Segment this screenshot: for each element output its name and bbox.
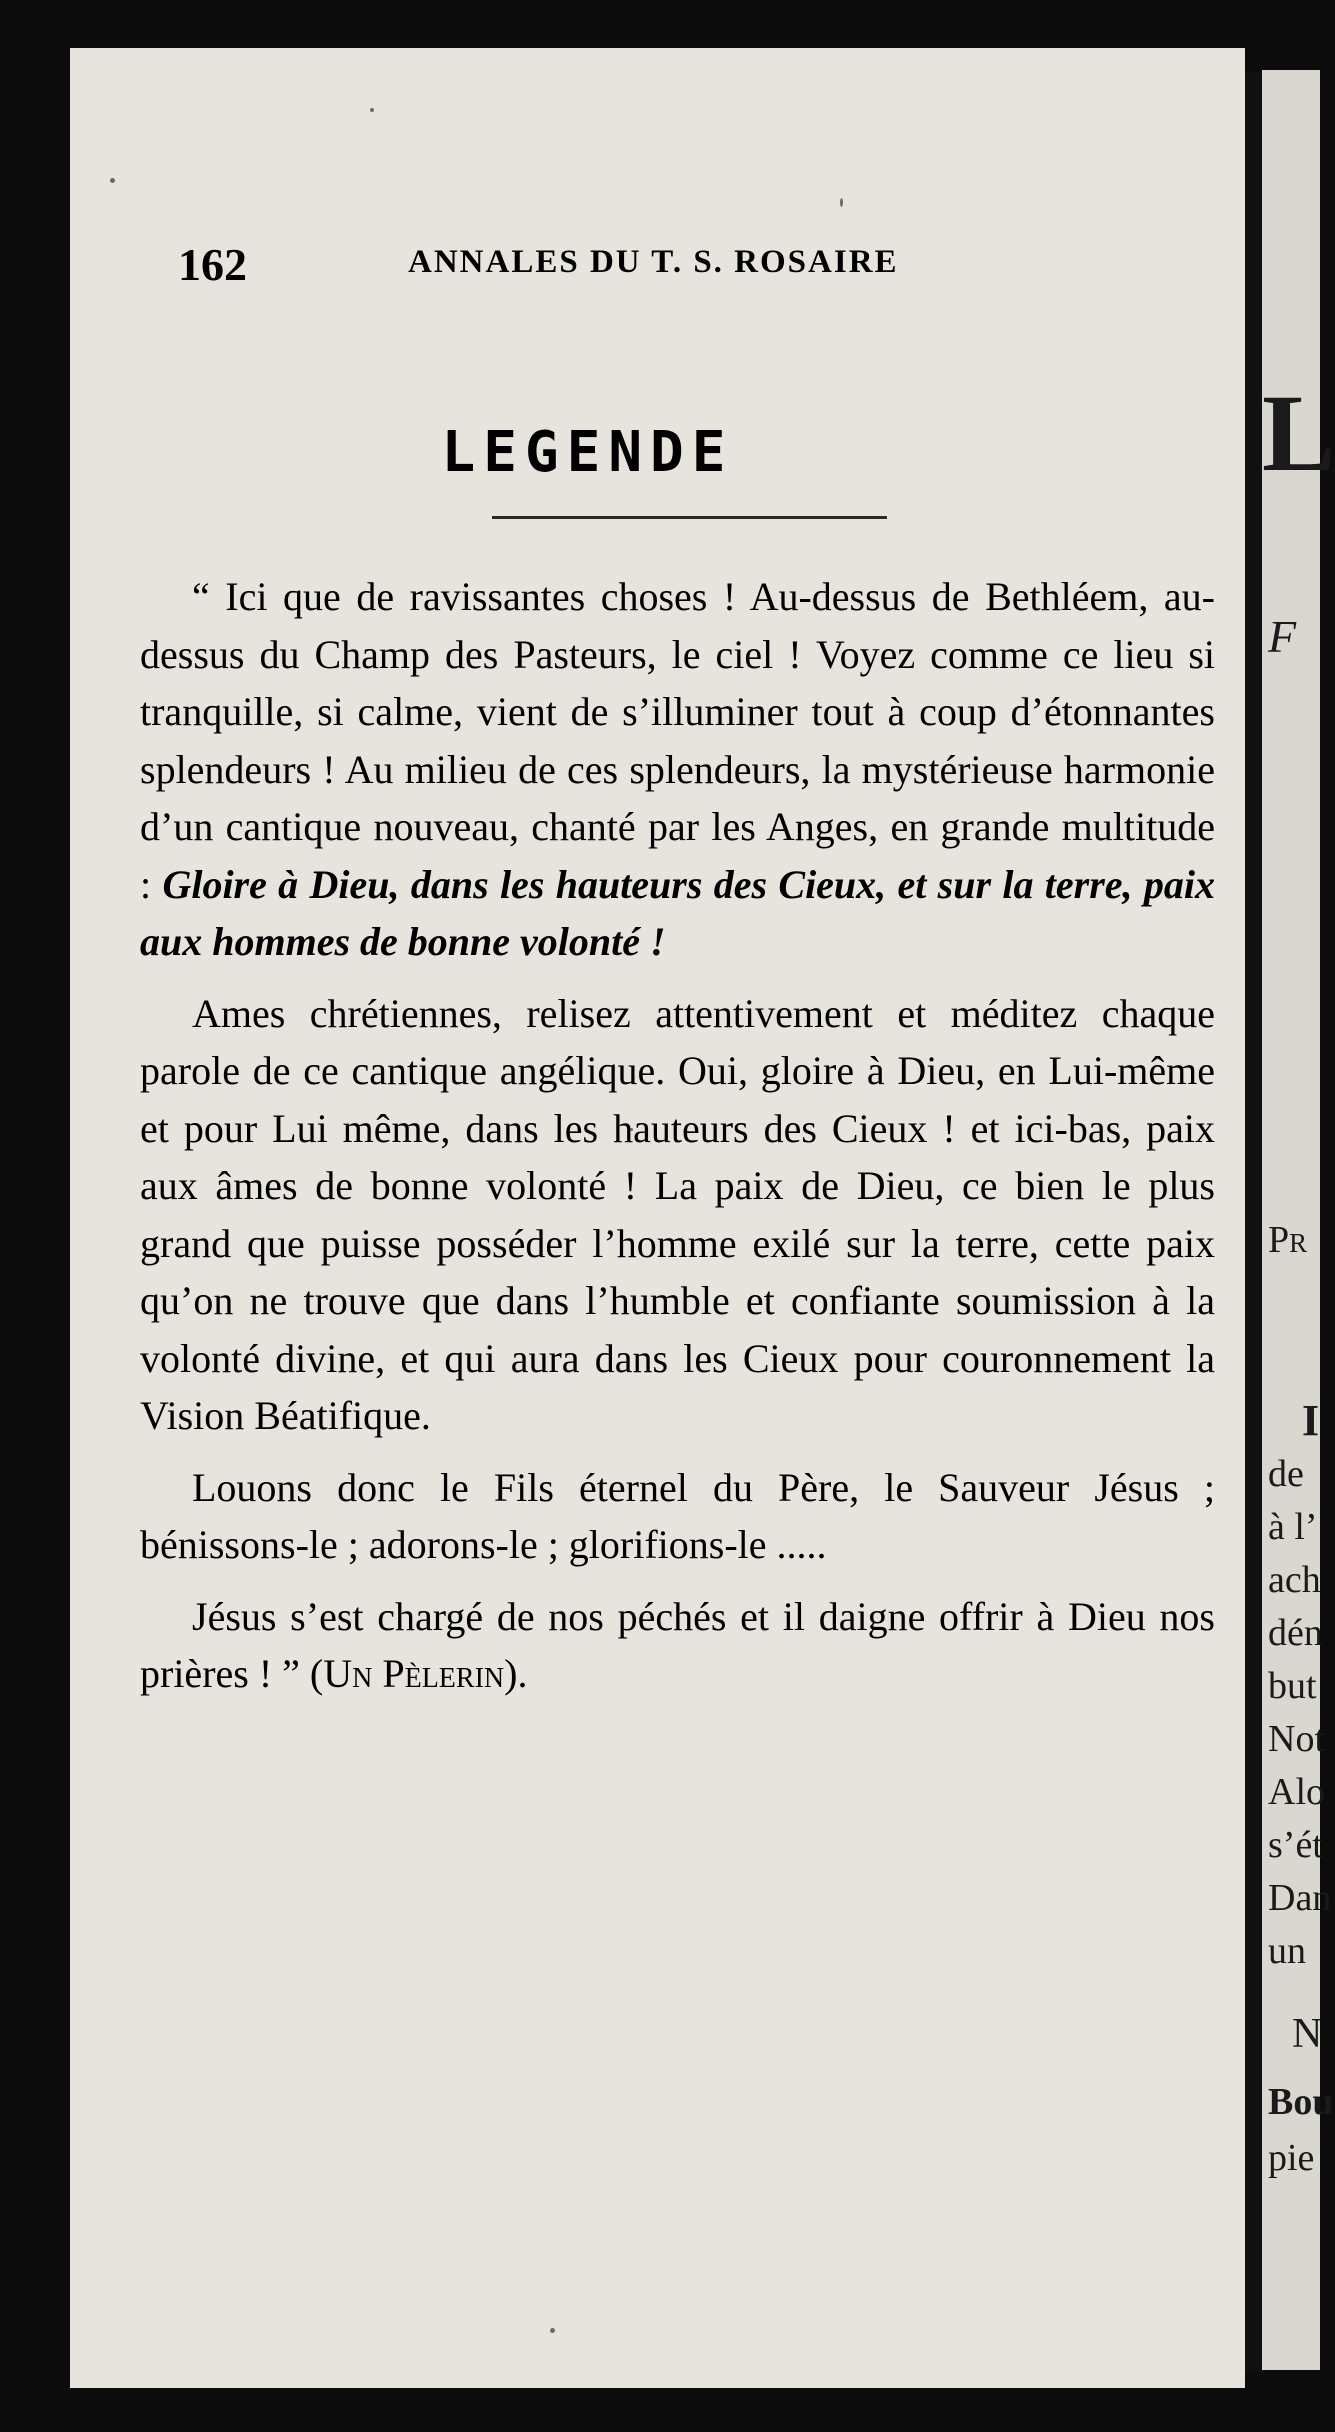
paragraph-3: Louons donc le Fils éternel du Père, le Sauveur Jésus ; bénissons-le ; adorons-le ; glorifions-le ..... (140, 1464, 1215, 1567)
article-title: LEGENDE (441, 420, 734, 485)
adjacent-fragment: but (1268, 1665, 1317, 1707)
paragraph-1 (140, 568, 1215, 971)
paragraph-1-text: “ Ici que de ravissantes choses ! Au-dessus de Bethléem, au-dessus du Champ des Pasteurs, le ciel ! Voyez comme ce lieu si tranquille, si calme, vient de s’illuminer tout à coup d’étonnantes splendeurs ! Au milieu de ces splendeurs, la mystérieuse harmonie d’un cantique nouveau, chanté par les Anges, en grande multitude : (140, 574, 1215, 907)
adjacent-page-edge (1262, 70, 1335, 2370)
page-header (178, 238, 1058, 308)
paragraph-2: Ames chrétiennes, relisez attentivement et méditez chaque parole de ce cantique angélique. Oui, gloire à Dieu, en Lui-même et pour Lui même, dans les hauteurs des Cieux ! et ici-bas, paix aux âmes de bonne volonté ! La paix de Dieu, ce bien le plus grand que puisse posséder l’homme exilé sur la terre, cette paix qu’on ne trouve que dans l’humble et confiante soumission à la volonté divine, et qui aura dans les Cieux pour couronnement la Vision Béatifique. (140, 990, 1215, 1438)
adjacent-fragment: Pr (1268, 1219, 1308, 1261)
paragraph-4-close: ). (504, 1651, 528, 1696)
adjacent-fragment: un (1268, 1930, 1306, 1972)
adjacent-fragment: I (1302, 1396, 1320, 1445)
article-body (140, 568, 1215, 1703)
adjacent-fragment: de (1268, 1453, 1304, 1495)
paragraph-4-text: Jésus s’est chargé de nos péchés et il daigne offrir à Dieu nos prières ! ” ( (140, 1593, 1215, 1696)
adjacent-fragment: s’ét (1268, 1824, 1323, 1866)
adjacent-fragment: F (1268, 611, 1297, 662)
adjacent-fragment: dén (1268, 1612, 1323, 1654)
adjacent-fragment: à l’ (1268, 1506, 1318, 1548)
paragraph-1-italic: Gloire à Dieu, dans les hauteurs des Cieux, et sur la terre, paix aux hommes de bonne volonté ! (140, 861, 1215, 964)
adjacent-fragment: Not (1268, 1718, 1325, 1760)
adjacent-fragment: Bou (1268, 2081, 1334, 2123)
adjacent-fragment: pie (1268, 2137, 1315, 2179)
adjacent-fragment: Dan (1268, 1877, 1332, 1919)
running-title: ANNALES DU T. S. ROSAIRE (408, 244, 899, 280)
adjacent-fragment: N (1292, 2011, 1323, 2057)
paragraph-4 (140, 1588, 1215, 1703)
adjacent-fragment: L (1262, 372, 1335, 494)
adjacent-fragment: ach (1268, 1559, 1321, 1601)
adjacent-fragment: Alo (1268, 1771, 1325, 1813)
title-rule (492, 516, 887, 519)
page-number: 162 (178, 239, 247, 290)
author-signature: Un Pèlerin (323, 1651, 505, 1696)
